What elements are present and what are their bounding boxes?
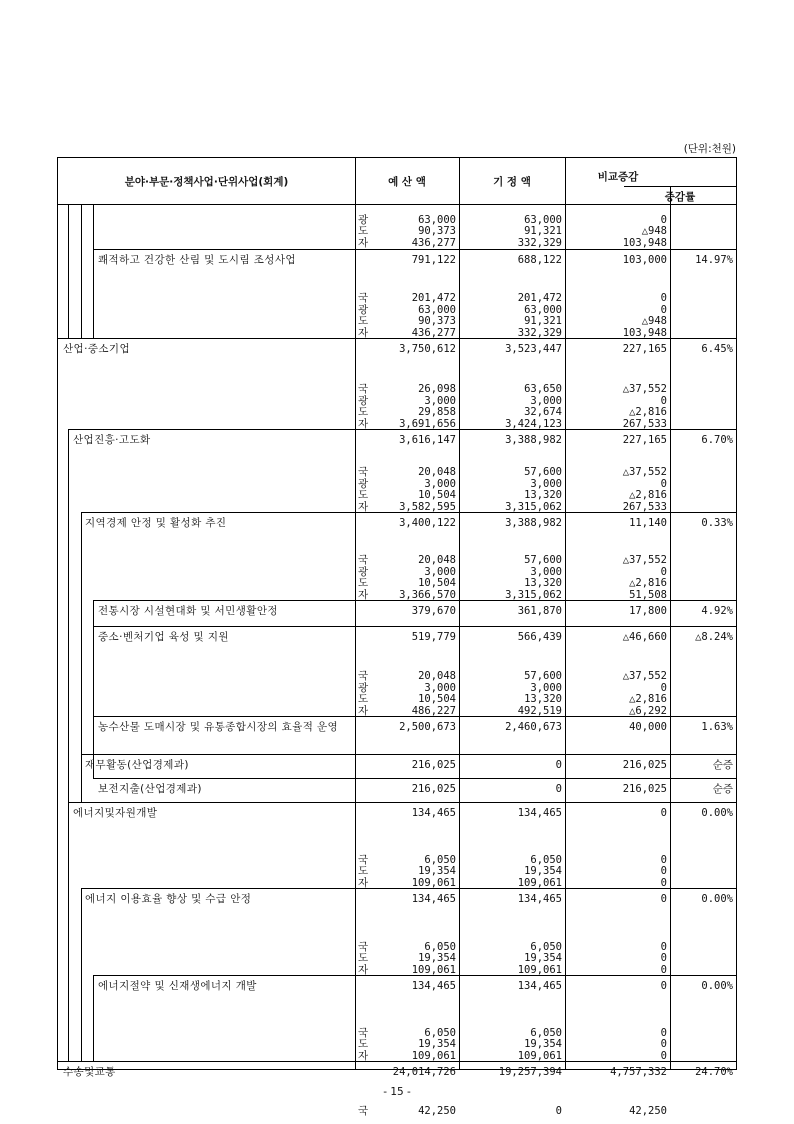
- rate-value: 6.70%: [701, 434, 733, 446]
- account-type: 자: [358, 1049, 369, 1062]
- level-diff: 267,533: [622, 417, 667, 430]
- level-diff: 0: [660, 681, 667, 694]
- level-diff: 0: [660, 853, 667, 866]
- account-type: 자: [358, 876, 369, 889]
- budget-value: 134,465: [411, 980, 456, 992]
- level-budget: 3,582,595: [399, 500, 456, 513]
- table-row: [93, 205, 736, 249]
- level-existing: 19,354: [524, 1038, 562, 1050]
- budget-value: 791,122: [411, 254, 456, 266]
- account-type: 광: [358, 303, 369, 316]
- diff-value: 0: [660, 980, 667, 992]
- account-type: 광: [358, 681, 369, 694]
- rate-value: 14.97%: [695, 254, 733, 266]
- level-existing: 6,050: [530, 940, 562, 953]
- level-diff: 0: [660, 477, 667, 490]
- account-type: 국: [358, 466, 369, 478]
- account-type: 광: [358, 477, 369, 490]
- level-budget: 3,691,656: [399, 417, 456, 430]
- level-existing: 3,000: [530, 394, 562, 407]
- row-label: 중소·벤처기업 육성 및 지원: [98, 631, 229, 643]
- level-diff: 0: [660, 952, 667, 964]
- level-diff: △948: [641, 315, 667, 327]
- level-existing: 13,320: [524, 489, 562, 501]
- account-type: 국: [358, 1104, 369, 1117]
- level-existing: 3,000: [530, 477, 562, 490]
- level-diff: 267,533: [622, 500, 667, 513]
- row-label: 산업·중소기업: [63, 343, 130, 355]
- page-number: - 15 -: [383, 1086, 411, 1098]
- row-label: 산업진흥·고도화: [73, 434, 151, 446]
- account-type: 도: [358, 952, 369, 964]
- level-existing: 63,650: [524, 383, 562, 395]
- diff-value: 227,165: [622, 434, 667, 446]
- level-diff: 0: [660, 1026, 667, 1039]
- level-existing: 6,050: [530, 853, 562, 866]
- level-budget: 3,000: [424, 565, 456, 578]
- level-diff: 0: [660, 1038, 667, 1050]
- level-diff: △2,816: [629, 577, 667, 589]
- level-existing: 32,674: [524, 406, 562, 418]
- account-type: 국: [358, 670, 369, 682]
- level-budget: 486,227: [411, 704, 456, 717]
- existing-value: 134,465: [517, 893, 562, 905]
- row-label: 재무활동(산업경제과): [85, 759, 189, 771]
- level-budget: 3,000: [424, 477, 456, 490]
- account-type: 자: [358, 236, 369, 249]
- level-existing: 3,000: [530, 565, 562, 578]
- existing-value: 134,465: [517, 807, 562, 819]
- account-type: 자: [358, 326, 369, 339]
- level-diff: 0: [660, 213, 667, 226]
- level-budget: 19,354: [418, 1038, 456, 1050]
- level-existing: 91,321: [524, 225, 562, 237]
- account-type: 국: [358, 1026, 369, 1039]
- level-budget: 109,061: [411, 1049, 456, 1062]
- account-type: 광: [358, 565, 369, 578]
- level-existing: 57,600: [524, 466, 562, 478]
- table-header: [58, 158, 736, 205]
- row-label: 에너지및자원개발: [73, 807, 158, 819]
- account-type: 자: [358, 588, 369, 601]
- diff-value: 227,165: [622, 343, 667, 355]
- existing-value: 688,122: [517, 254, 562, 266]
- table-row: [93, 626, 736, 716]
- diff-value: 17,800: [629, 605, 667, 617]
- budget-value: 134,465: [411, 893, 456, 905]
- level-existing: 109,061: [517, 963, 562, 976]
- level-existing: 63,000: [524, 213, 562, 226]
- level-existing: 63,000: [524, 303, 562, 316]
- existing-value: 3,523,447: [505, 343, 562, 355]
- level-budget: 3,366,570: [399, 588, 456, 601]
- existing-value: 19,257,394: [498, 1066, 562, 1078]
- level-budget: 20,048: [418, 670, 456, 682]
- header-comparison: 비교증감: [597, 170, 639, 183]
- account-type: 국: [358, 554, 369, 566]
- level-diff: 0: [660, 963, 667, 976]
- existing-value: 134,465: [517, 980, 562, 992]
- level-budget: 20,048: [418, 466, 456, 478]
- level-budget: 436,277: [411, 236, 456, 249]
- level-budget: 42,250: [418, 1104, 456, 1117]
- existing-value: 3,388,982: [505, 434, 562, 446]
- indent-guide: [68, 429, 69, 1061]
- level-budget: 6,050: [424, 853, 456, 866]
- rate-value: 0.33%: [701, 517, 733, 529]
- header-category: 분야·부문·정책사업·단위사업(회계): [124, 175, 289, 188]
- level-diff: △6,292: [629, 704, 667, 717]
- level-budget: 6,050: [424, 940, 456, 953]
- level-budget: 109,061: [411, 876, 456, 889]
- rate-value: 1.63%: [701, 721, 733, 733]
- level-budget: 63,000: [418, 213, 456, 226]
- level-budget: 3,000: [424, 394, 456, 407]
- level-diff: △2,816: [629, 489, 667, 501]
- row-label: 전통시장 시설현대화 및 서민생활안정: [98, 605, 278, 617]
- budget-value: 3,616,147: [399, 434, 456, 446]
- row-label: 쾌적하고 건강한 산림 및 도시림 조성사업: [98, 254, 296, 266]
- table-row: [93, 778, 736, 802]
- level-diff: 0: [660, 1049, 667, 1062]
- level-budget: 19,354: [418, 952, 456, 964]
- diff-value: 4,757,332: [610, 1066, 667, 1078]
- indent-guide: [68, 205, 69, 338]
- level-existing: 0: [555, 1104, 562, 1117]
- account-type: 도: [358, 315, 369, 327]
- account-type: 자: [358, 704, 369, 717]
- row-label: 지역경제 안정 및 활성화 추진: [85, 517, 227, 529]
- level-budget: 6,050: [424, 1026, 456, 1039]
- account-type: 국: [358, 940, 369, 953]
- budget-value: 519,779: [411, 631, 456, 643]
- level-diff: △37,552: [622, 383, 667, 395]
- diff-value: 216,025: [622, 783, 667, 795]
- level-budget: 20,048: [418, 554, 456, 566]
- account-type: 국: [358, 853, 369, 866]
- header-rate: 증감률: [624, 186, 736, 205]
- level-existing: 57,600: [524, 670, 562, 682]
- rate-value: 0.00%: [701, 980, 733, 992]
- rate-value: △8.24%: [695, 631, 733, 643]
- level-existing: 332,329: [517, 236, 562, 249]
- level-budget: 90,373: [418, 315, 456, 327]
- level-diff: 51,508: [629, 588, 667, 601]
- account-type: 도: [358, 489, 369, 501]
- level-existing: 3,315,062: [505, 588, 562, 601]
- level-budget: 90,373: [418, 225, 456, 237]
- rate-value: 6.45%: [701, 343, 733, 355]
- level-budget: 26,098: [418, 383, 456, 395]
- level-budget: 19,354: [418, 865, 456, 877]
- diff-value: 0: [660, 807, 667, 819]
- table-row: [81, 512, 736, 600]
- level-diff: 0: [660, 876, 667, 889]
- level-existing: 19,354: [524, 865, 562, 877]
- level-budget: 63,000: [418, 303, 456, 316]
- level-budget: 29,858: [418, 406, 456, 418]
- rate-value: 0.00%: [701, 893, 733, 905]
- level-budget: 436,277: [411, 326, 456, 339]
- existing-value: 0: [555, 783, 562, 795]
- budget-value: 24,014,726: [392, 1066, 456, 1078]
- level-existing: 3,000: [530, 681, 562, 694]
- existing-value: 3,388,982: [505, 517, 562, 529]
- level-budget: 10,504: [418, 693, 456, 705]
- budget-value: 134,465: [411, 807, 456, 819]
- unit-note: (단위:천원): [683, 143, 736, 155]
- level-budget: 10,504: [418, 489, 456, 501]
- budget-table: [57, 157, 737, 1117]
- rate-value: 순증: [712, 759, 733, 771]
- account-type: 자: [358, 417, 369, 430]
- row-label: 에너지 이용효율 향상 및 수급 안정: [85, 893, 252, 905]
- budget-value: 3,750,612: [399, 343, 456, 355]
- table-row: [93, 600, 736, 626]
- existing-value: 2,460,673: [505, 721, 562, 733]
- level-existing: 13,320: [524, 577, 562, 589]
- diff-value: 103,000: [622, 254, 667, 266]
- diff-value: 216,025: [622, 759, 667, 771]
- level-diff: 0: [660, 303, 667, 316]
- level-diff: △2,816: [629, 693, 667, 705]
- table-row: [93, 716, 736, 754]
- level-existing: 109,061: [517, 876, 562, 889]
- level-existing: 57,600: [524, 554, 562, 566]
- level-diff: 0: [660, 565, 667, 578]
- account-type: 도: [358, 406, 369, 418]
- level-existing: 492,519: [517, 704, 562, 717]
- level-existing: 91,321: [524, 315, 562, 327]
- existing-value: 361,870: [517, 605, 562, 617]
- account-type: 도: [358, 693, 369, 705]
- account-type: 국: [358, 383, 369, 395]
- account-type: 광: [358, 213, 369, 226]
- level-existing: 13,320: [524, 693, 562, 705]
- level-existing: 3,424,123: [505, 417, 562, 430]
- table-row: [68, 802, 736, 888]
- table-row: [93, 249, 736, 338]
- level-diff: △37,552: [622, 554, 667, 566]
- budget-value: 3,400,122: [399, 517, 456, 529]
- level-diff: △948: [641, 225, 667, 237]
- level-diff: △37,552: [622, 670, 667, 682]
- level-existing: 3,315,062: [505, 500, 562, 513]
- level-existing: 19,354: [524, 952, 562, 964]
- level-budget: 201,472: [411, 292, 456, 304]
- diff-value: 0: [660, 893, 667, 905]
- level-diff: 0: [660, 865, 667, 877]
- level-existing: 332,329: [517, 326, 562, 339]
- header-existing: 기 정 액: [493, 175, 531, 188]
- level-diff: △37,552: [622, 466, 667, 478]
- level-diff: 103,948: [622, 236, 667, 249]
- row-label: 에너지절약 및 신재생에너지 개발: [98, 980, 257, 992]
- level-diff: 42,250: [629, 1104, 667, 1117]
- diff-value: △46,660: [622, 631, 667, 643]
- account-type: 도: [358, 577, 369, 589]
- account-type: 도: [358, 1038, 369, 1050]
- table-row: [93, 975, 736, 1061]
- level-existing: 201,472: [517, 292, 562, 304]
- level-diff: △2,816: [629, 406, 667, 418]
- table-row: [81, 754, 736, 778]
- rate-value: 순증: [712, 783, 733, 795]
- budget-value: 216,025: [411, 759, 456, 771]
- row-label: 수송및교통: [63, 1066, 116, 1078]
- account-type: 자: [358, 963, 369, 976]
- budget-value: 2,500,673: [399, 721, 456, 733]
- level-diff: 0: [660, 292, 667, 304]
- diff-value: 11,140: [629, 517, 667, 529]
- level-budget: 10,504: [418, 577, 456, 589]
- level-diff: 103,948: [622, 326, 667, 339]
- account-type: 도: [358, 225, 369, 237]
- existing-value: 0: [555, 759, 562, 771]
- row-label: 농수산물 도매시장 및 유통종합시장의 효율적 운영: [98, 721, 339, 733]
- table-row: [68, 429, 736, 512]
- header-budget: 예 산 액: [388, 175, 426, 188]
- table-row: [81, 888, 736, 975]
- level-existing: 6,050: [530, 1026, 562, 1039]
- diff-value: 40,000: [629, 721, 667, 733]
- budget-value: 379,670: [411, 605, 456, 617]
- account-type: 자: [358, 500, 369, 513]
- level-diff: 0: [660, 394, 667, 407]
- rate-value: 4.92%: [701, 605, 733, 617]
- existing-value: 566,439: [517, 631, 562, 643]
- level-existing: 109,061: [517, 1049, 562, 1062]
- rate-value: 0.00%: [701, 807, 733, 819]
- level-budget: 109,061: [411, 963, 456, 976]
- table-row: [58, 338, 736, 429]
- account-type: 광: [358, 394, 369, 407]
- indent-guide: [81, 205, 82, 338]
- level-budget: 3,000: [424, 681, 456, 694]
- account-type: 국: [358, 292, 369, 304]
- budget-value: 216,025: [411, 783, 456, 795]
- level-diff: 0: [660, 940, 667, 953]
- rate-value: 24.70%: [695, 1066, 733, 1078]
- account-type: 도: [358, 865, 369, 877]
- row-label: 보전지출(산업경제과): [98, 783, 202, 795]
